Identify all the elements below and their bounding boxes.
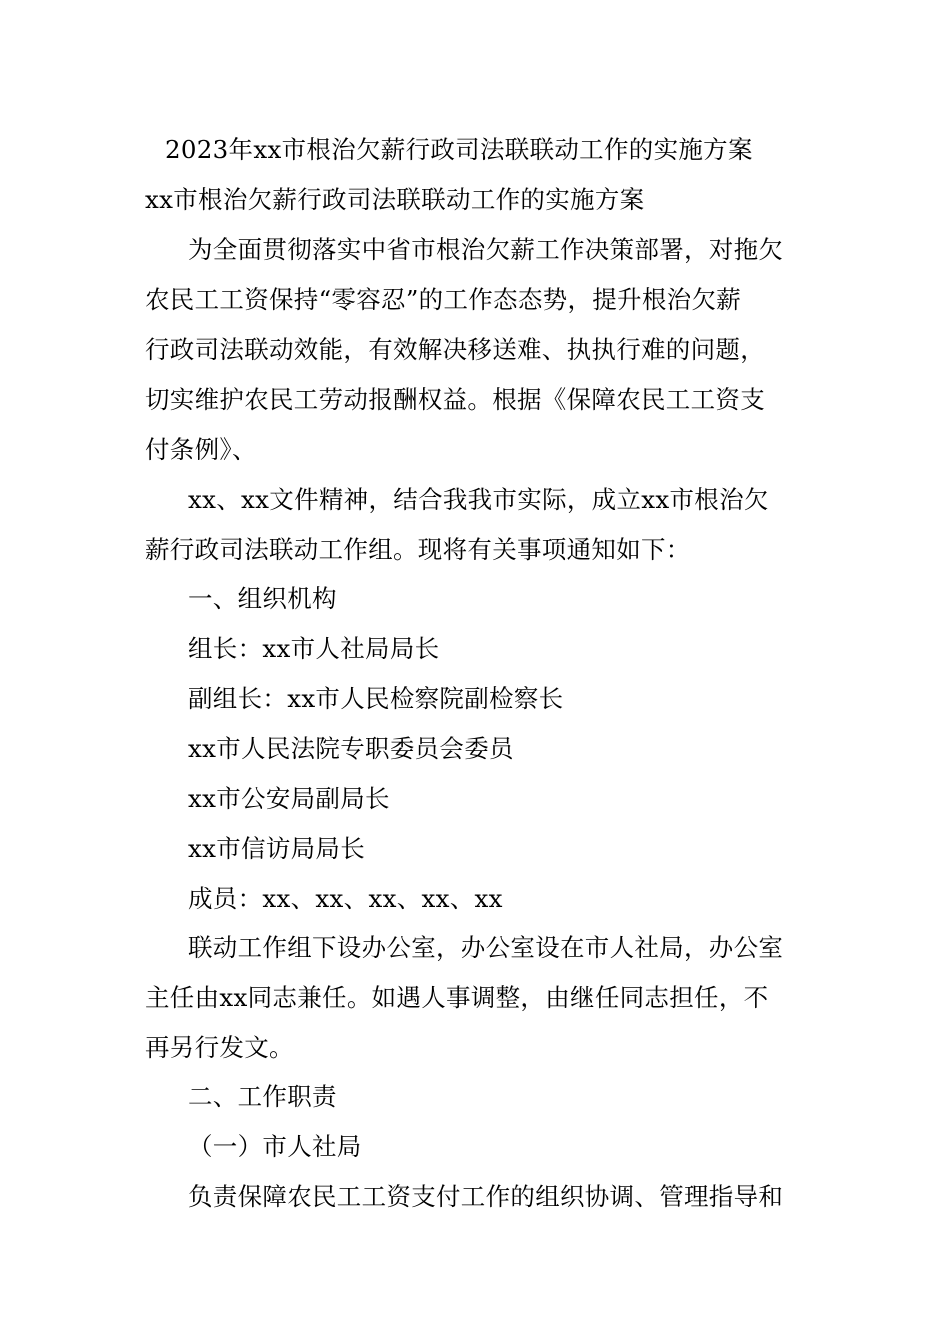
- paragraph-line: 行政司法联动效能，有效解决移送难、执执行难的问题，: [145, 335, 765, 364]
- document-title: 2023年xx市根治欠薪行政司法联联动工作的实施方案: [165, 135, 753, 164]
- paragraph-line: 负责保障农民工工资支付工作的组织协调、管理指导和: [188, 1182, 784, 1211]
- paragraph-line: 为全面贯彻落实中省市根治欠薪工作决策部署，对拖欠: [188, 235, 784, 264]
- members-line: 成员：xx、xx、xx、xx、xx: [188, 884, 503, 913]
- paragraph-line: 付条例》、: [145, 435, 257, 464]
- sub-section-heading: （一）市人社局: [188, 1132, 362, 1161]
- paragraph-line: xx、xx文件精神，结合我我市实际，成立xx市根治欠: [188, 485, 769, 514]
- section-heading: 二、工作职责: [188, 1082, 337, 1111]
- leader-line: 组长：xx市人社局局长: [188, 634, 440, 663]
- deputy-leader-line: xx市人民法院专职委员会委员: [188, 734, 514, 763]
- deputy-leader-line: xx市公安局副局长: [188, 784, 390, 813]
- paragraph-line: 农民工工资保持“零容忍”的工作态态势，提升根治欠薪: [145, 285, 742, 314]
- deputy-leader-line: xx市信访局局长: [188, 834, 366, 863]
- document-subtitle: xx市根治欠薪行政司法联联动工作的实施方案: [145, 185, 645, 214]
- paragraph-line: 再另行发文。: [145, 1033, 294, 1062]
- paragraph-line: 联动工作组下设办公室，办公室设在市人社局，办公室: [188, 933, 784, 962]
- paragraph-line: 切实维护农民工劳动报酬权益。根据《保障农民工工资支: [145, 385, 765, 414]
- section-heading: 一、组织机构: [188, 584, 337, 613]
- paragraph-line: 主任由xx同志兼任。如遇人事调整，由继任同志担任，不: [145, 983, 769, 1012]
- deputy-leader-line: 副组长：xx市人民检察院副检察长: [188, 684, 564, 713]
- paragraph-line: 薪行政司法联动工作组。现将有关事项通知如下：: [145, 535, 691, 564]
